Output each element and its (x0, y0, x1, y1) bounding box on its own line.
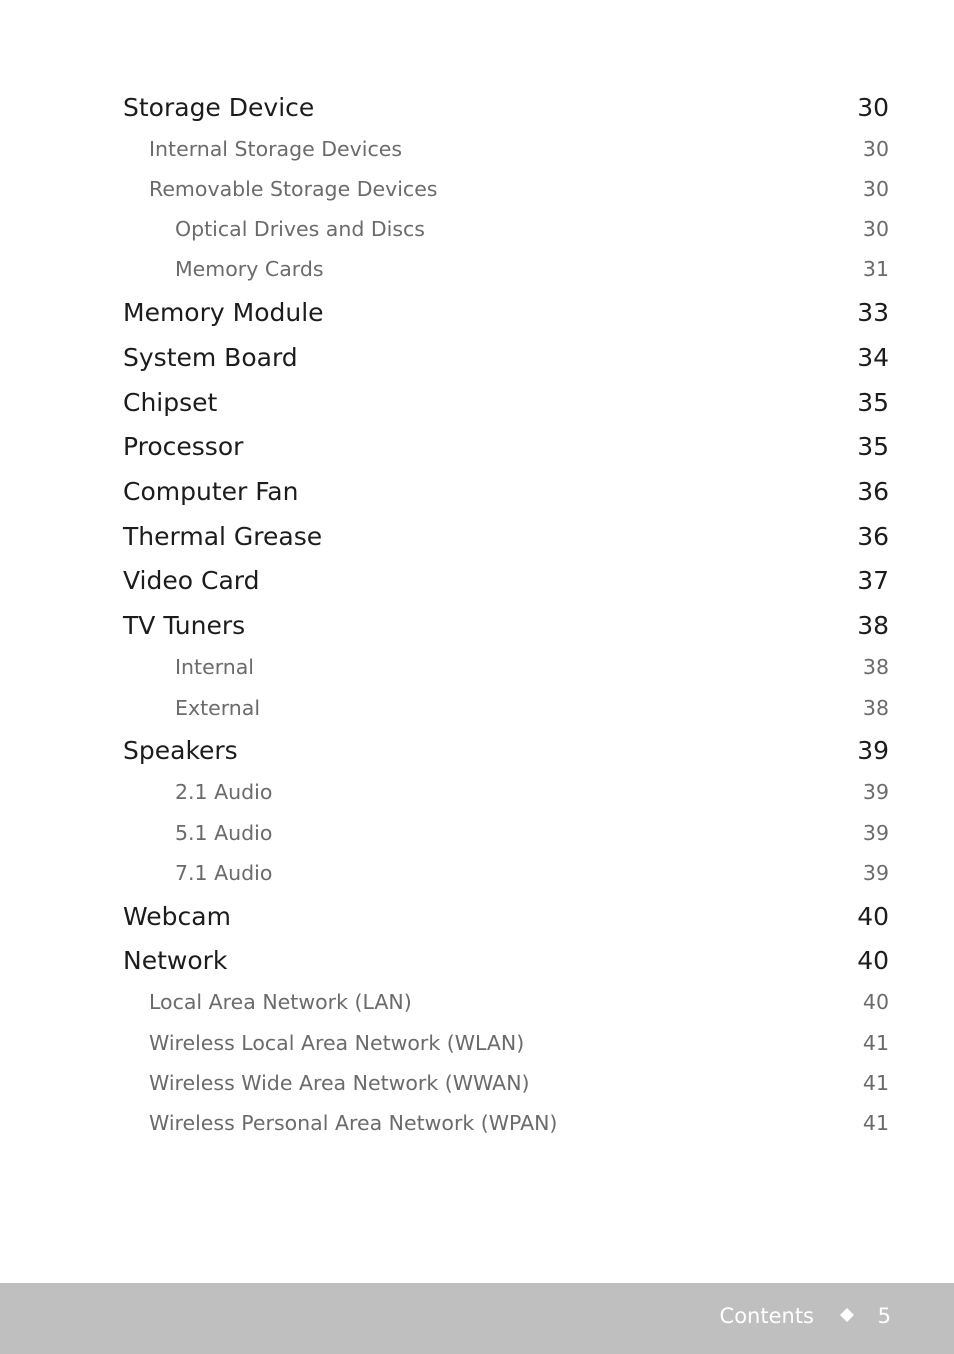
toc-entry[interactable] (0, 171, 954, 207)
toc-entry[interactable] (0, 774, 954, 810)
toc-entry-page-number: 35 (857, 388, 889, 417)
toc-entry[interactable] (0, 1025, 954, 1061)
toc-entry-page-number: 31 (862, 257, 889, 281)
toc-entry-page-number: 30 (862, 177, 889, 201)
toc-entry-page-number: 30 (862, 137, 889, 161)
toc-entry-page-number: 38 (857, 611, 889, 640)
page-footer (0, 1283, 954, 1354)
toc-entry-title: Memory Module (123, 298, 324, 327)
toc-entry[interactable] (0, 733, 954, 769)
toc-entry-title: System Board (123, 343, 298, 372)
toc-entry[interactable] (0, 899, 954, 935)
toc-entry[interactable] (0, 131, 954, 167)
toc-entry-title: Optical Drives and Discs (175, 217, 425, 241)
toc-entry[interactable] (0, 855, 954, 891)
toc-entry-title: Storage Device (123, 93, 315, 122)
toc-entry-title: Local Area Network (LAN) (149, 990, 412, 1014)
toc-entry-page-number: 34 (857, 343, 889, 372)
toc-entry-title: Memory Cards (175, 257, 324, 281)
toc-entry[interactable] (0, 211, 954, 247)
toc-entry[interactable] (0, 429, 954, 465)
toc-entry-title: Removable Storage Devices (149, 177, 438, 201)
toc-entry-title: Video Card (123, 566, 260, 595)
toc-entry[interactable] (0, 385, 954, 421)
toc-entry[interactable] (0, 474, 954, 510)
toc-entry[interactable] (0, 608, 954, 644)
toc-entry-page-number: 39 (857, 736, 889, 765)
toc-entry[interactable] (0, 295, 954, 331)
toc-entry-page-number: 41 (862, 1111, 889, 1135)
toc-entry-page-number: 30 (857, 93, 889, 122)
toc-entry-page-number: 37 (857, 566, 889, 595)
footer-page-number: 5 (877, 1304, 891, 1328)
toc-entry-page-number: 38 (862, 655, 889, 679)
toc-entry-title: Internal Storage Devices (149, 137, 403, 161)
toc-entry[interactable] (0, 1105, 954, 1141)
toc-entry-title: Speakers (123, 736, 238, 765)
toc-entry[interactable] (0, 340, 954, 376)
toc-entry[interactable] (0, 519, 954, 555)
toc-entry-title: Wireless Wide Area Network (WWAN) (149, 1071, 530, 1095)
toc-entry-title: 5.1 Audio (175, 821, 273, 845)
diamond-icon (840, 1308, 854, 1322)
toc-entry-page-number: 30 (862, 217, 889, 241)
toc-entry-page-number: 39 (862, 821, 889, 845)
toc-entry-page-number: 38 (862, 696, 889, 720)
toc-entry-page-number: 40 (862, 990, 889, 1014)
toc-entry-page-number: 33 (857, 298, 889, 327)
toc-entry[interactable] (0, 984, 954, 1020)
toc-entry[interactable] (0, 90, 954, 126)
toc-entry-page-number: 36 (857, 477, 889, 506)
toc-entry-page-number: 41 (862, 1031, 889, 1055)
toc-entry-title: Wireless Personal Area Network (WPAN) (149, 1111, 558, 1135)
toc-entry-title: 2.1 Audio (175, 780, 273, 804)
toc-entry-page-number: 36 (857, 522, 889, 551)
toc-entry[interactable] (0, 690, 954, 726)
toc-entry[interactable] (0, 943, 954, 979)
toc-entry[interactable] (0, 649, 954, 685)
toc-entry-page-number: 40 (857, 946, 889, 975)
toc-entry-title: Processor (123, 432, 244, 461)
toc-entry-title: TV Tuners (123, 611, 246, 640)
toc-entry-title: Computer Fan (123, 477, 299, 506)
toc-entry[interactable] (0, 815, 954, 851)
toc-entry-title: Chipset (123, 388, 218, 417)
toc-entry-page-number: 35 (857, 432, 889, 461)
toc-entry-title: Wireless Local Area Network (WLAN) (149, 1031, 525, 1055)
toc-entry-page-number: 39 (862, 861, 889, 885)
toc-entry-title: 7.1 Audio (175, 861, 273, 885)
toc-entry-page-number: 40 (857, 902, 889, 931)
footer-section-title: Contents (719, 1304, 814, 1328)
toc-entry-title: Network (123, 946, 228, 975)
toc-entry[interactable] (0, 1065, 954, 1101)
toc-entry-title: Internal (175, 655, 255, 679)
toc-entry[interactable] (0, 251, 954, 287)
toc-entry-page-number: 39 (862, 780, 889, 804)
toc-entry[interactable] (0, 563, 954, 599)
toc-entry-title: Thermal Grease (123, 522, 323, 551)
toc-entry-title: Webcam (123, 902, 231, 931)
toc-entry-title: External (175, 696, 261, 720)
toc-entry-page-number: 41 (862, 1071, 889, 1095)
